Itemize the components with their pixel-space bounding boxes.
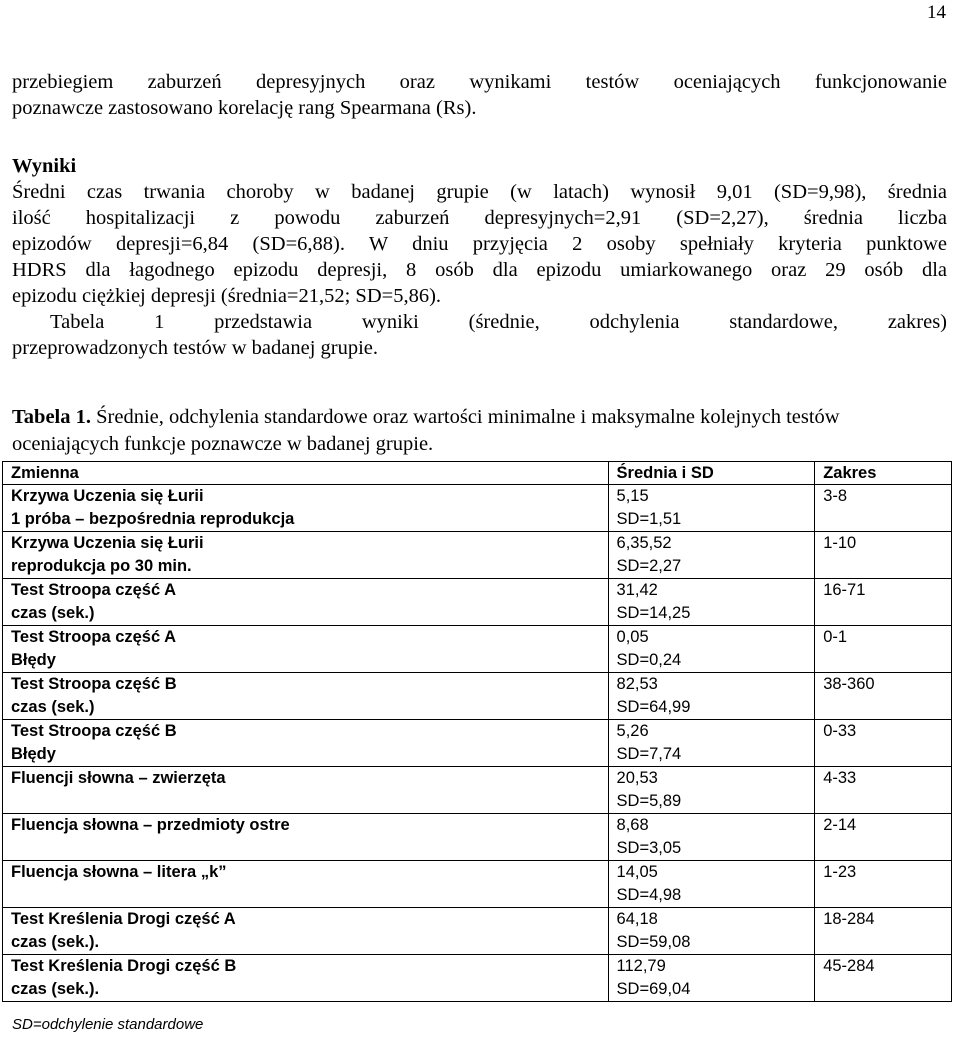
cell-mean-sd: 112,79 SD=69,04	[608, 955, 815, 1002]
cell-mean-sd: 8,68 SD=3,05	[608, 814, 815, 861]
table-row	[3, 767, 952, 814]
header-mean-sd: Średnia i SD	[608, 462, 815, 485]
header-variable: Zmienna	[3, 462, 609, 485]
table-caption	[12, 404, 947, 458]
header-range: Zakres	[815, 462, 952, 485]
cell-range: 4-33	[815, 767, 952, 814]
cell-variable: Krzywa Uczenia się Łurii reprodukcja po 30 min.	[3, 532, 609, 579]
cell-variable: Test Kreślenia Drogi część B czas (sek.).	[3, 955, 609, 1002]
cell-mean-sd: 6,35,52 SD=2,27	[608, 532, 815, 579]
table-footnote: SD=odchylenie standardowe	[12, 1016, 204, 1033]
table-caption-label: Tabela 1.	[12, 406, 91, 428]
results-line: epizodu ciężkiej depresji (średnia=21,52; SD=5,86).	[12, 285, 442, 307]
cell-variable: Test Stroopa część A czas (sek.)	[3, 579, 609, 626]
intro-paragraph	[12, 69, 947, 121]
cell-variable: Krzywa Uczenia się Łurii 1 próba – bezpośrednia reprodukcja	[3, 485, 609, 532]
page-number: 14	[927, 2, 946, 23]
cell-range: 3-8	[815, 485, 952, 532]
table-intro-line: przeprowadzonych testów w badanej grupie.	[12, 337, 379, 359]
intro-line: przebiegiem zaburzeń depresyjnych oraz wynikami testów oceniających funkcjonowanie	[12, 71, 947, 93]
cell-range: 16-71	[815, 579, 952, 626]
cell-mean-sd: 31,42 SD=14,25	[608, 579, 815, 626]
cell-mean-sd: 0,05 SD=0,24	[608, 626, 815, 673]
cell-variable: Fluencji słowna – zwierzęta	[3, 767, 609, 814]
results-line: epizodów depresji=6,84 (SD=6,88). W dniu przyjęcia 2 osoby spełniały kryteria punktowe	[12, 233, 947, 255]
cell-variable: Test Stroopa część A Błędy	[3, 626, 609, 673]
results-line: Średni czas trwania choroby w badanej grupie (w latach) wynosił 9,01 (SD=9,98), średnia	[12, 181, 947, 203]
table-row	[3, 955, 952, 1002]
cell-variable: Fluencja słowna – przedmioty ostre	[3, 814, 609, 861]
cell-mean-sd: 14,05 SD=4,98	[608, 861, 815, 908]
cell-variable: Test Stroopa część B Błędy	[3, 720, 609, 767]
cell-mean-sd: 20,53 SD=5,89	[608, 767, 815, 814]
results-table	[2, 461, 952, 1002]
cell-mean-sd: 5,15 SD=1,51	[608, 485, 815, 532]
table-row	[3, 861, 952, 908]
cell-variable: Fluencja słowna – litera „k”	[3, 861, 609, 908]
cell-range: 1-10	[815, 532, 952, 579]
table-row	[3, 814, 952, 861]
results-section	[12, 153, 947, 361]
results-line: HDRS dla łagodnego epizodu depresji, 8 osób dla epizodu umiarkowanego oraz 29 osób dla	[12, 259, 947, 281]
table-intro-line: Tabela 1 przedstawia wyniki (średnie, odchylenia standardowe, zakres)	[50, 311, 947, 333]
cell-variable: Test Stroopa część B czas (sek.)	[3, 673, 609, 720]
table-caption-text: Średnie, odchylenia standardowe oraz wartości minimalne i maksymalne kolejnych testów oceniających funkcje poznawcze w badanej grupie.	[12, 406, 840, 455]
table-row	[3, 673, 952, 720]
table-row	[3, 720, 952, 767]
results-line: ilość hospitalizacji z powodu zaburzeń depresyjnych=2,91 (SD=2,27), średnia liczba	[12, 207, 947, 229]
cell-range: 2-14	[815, 814, 952, 861]
cell-range: 45-284	[815, 955, 952, 1002]
table-header-row	[3, 462, 952, 485]
cell-range: 0-1	[815, 626, 952, 673]
cell-range: 0-33	[815, 720, 952, 767]
table-row	[3, 908, 952, 955]
results-heading: Wyniki	[12, 155, 77, 177]
table-row	[3, 485, 952, 532]
cell-mean-sd: 64,18 SD=59,08	[608, 908, 815, 955]
intro-line: poznawcze zastosowano korelację rang Spearmana (Rs).	[12, 97, 477, 119]
cell-range: 38-360	[815, 673, 952, 720]
cell-mean-sd: 5,26 SD=7,74	[608, 720, 815, 767]
cell-range: 1-23	[815, 861, 952, 908]
cell-mean-sd: 82,53 SD=64,99	[608, 673, 815, 720]
cell-range: 18-284	[815, 908, 952, 955]
table-row	[3, 626, 952, 673]
cell-variable: Test Kreślenia Drogi część A czas (sek.).	[3, 908, 609, 955]
table-row	[3, 532, 952, 579]
table-row	[3, 579, 952, 626]
